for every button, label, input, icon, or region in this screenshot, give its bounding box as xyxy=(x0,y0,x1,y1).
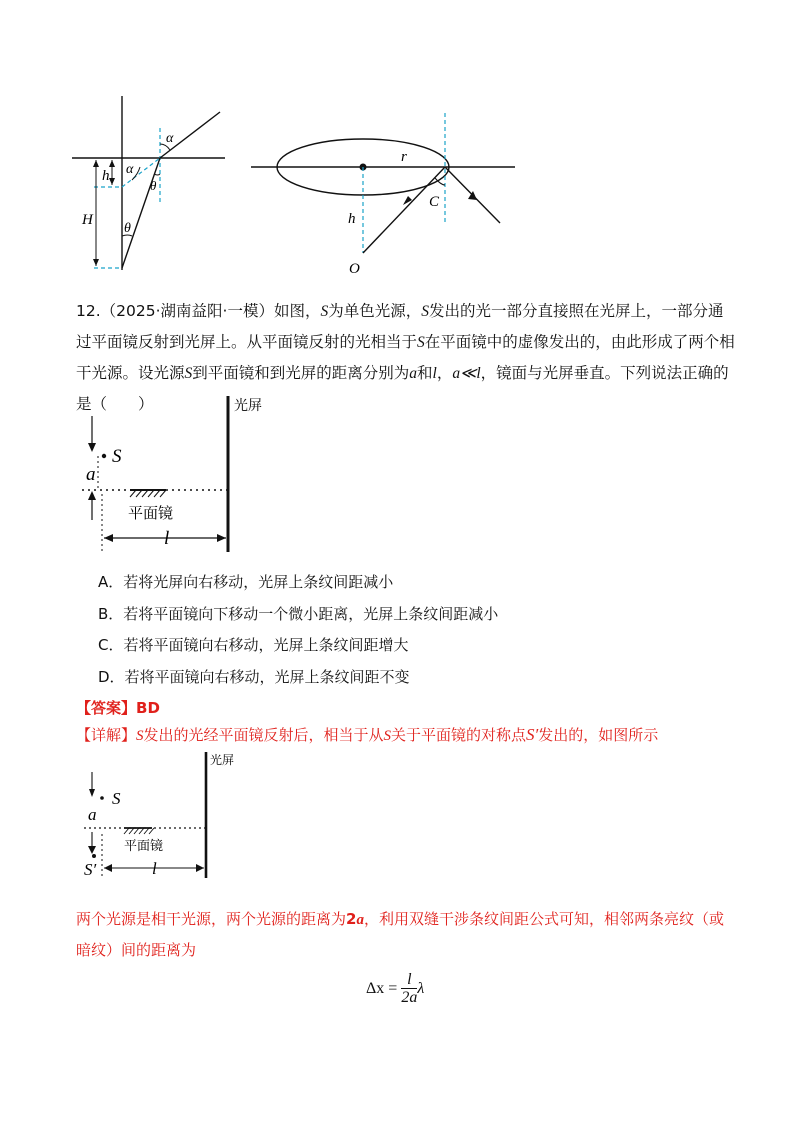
H-label: H xyxy=(82,212,93,228)
a-label: a xyxy=(88,805,97,824)
screen-label-top: 光屏 xyxy=(210,753,235,767)
answer-line xyxy=(76,697,160,718)
alpha-label-left: α xyxy=(126,162,134,177)
source-S-label: S xyxy=(112,446,122,467)
mirror-label: 平面镜 xyxy=(128,504,174,522)
O-label: O xyxy=(349,261,360,277)
l-label: l xyxy=(164,528,170,549)
detail-label: 【详解】 xyxy=(76,726,137,744)
theta-label-small: θ xyxy=(150,178,157,193)
formula-denominator: 2a xyxy=(401,989,418,1006)
source-S-label: S xyxy=(112,789,121,808)
h-label: h xyxy=(348,211,356,227)
figure-refraction-depth xyxy=(60,90,240,280)
image-source-S-prime-label: S′ xyxy=(84,860,97,879)
a-label: a xyxy=(86,464,96,485)
option-a[interactable]: A．若将光屏向右移动，光屏上条纹间距减小 xyxy=(98,573,394,591)
figure-ellipse-reflection xyxy=(245,105,530,285)
question-12-text: 12.（2025·湖南益阳·一模）如图，S为单色光源，S发出的光一部分直接照在光屏上，一部分通过平面镜反射到光屏上。从平面镜反射的光相当于S在平面镜中的虚像发出的，由此形成了两个相干光源。设光源S到平面镜和到光屏的距离分别为a和l，a≪l，镜面与光屏垂直。下列说法正确的是（ ） xyxy=(76,302,735,413)
figure-lloyd-mirror-image xyxy=(80,750,235,882)
formula-fraction xyxy=(401,972,417,1007)
formula-numerator: l xyxy=(401,972,417,989)
l-label: l xyxy=(152,859,157,878)
answer-value: BD xyxy=(136,699,160,717)
figure-lloyd-mirror xyxy=(78,394,262,556)
screen-label-top: 光屏 xyxy=(234,398,262,414)
detail-line: 【详解】S发出的光经平面镜反射后，相当于从S关于平面镜的对称点S′发出的，如图所示 xyxy=(76,725,659,744)
mirror-label: 平面镜 xyxy=(124,839,164,854)
option-c[interactable]: C．若将平面镜向右移动，光屏上条纹间距增大 xyxy=(98,636,409,654)
fringe-spacing-formula xyxy=(366,972,424,1007)
answer-label: 【答案】 xyxy=(76,699,137,717)
explanation-paragraph: 两个光源是相干光源，两个光源的距离为2a，利用双缝干涉条纹间距公式可知，相邻两条亮纹（或暗纹）间的距离为 xyxy=(76,910,724,959)
option-b[interactable]: B．若将平面镜向下移动一个微小距离，光屏上条纹间距减小 xyxy=(98,605,499,623)
C-label: C xyxy=(429,194,440,210)
formula-lhs: Δx = xyxy=(366,980,398,998)
option-d[interactable]: D．若将平面镜向右移动，光屏上条纹间距不变 xyxy=(98,668,410,686)
condition-a-much-less-l: a≪l xyxy=(452,365,481,382)
alpha-label-top: α xyxy=(166,131,174,146)
r-label: r xyxy=(401,149,407,165)
question-number: 12. xyxy=(76,302,101,320)
h-label: h xyxy=(102,168,110,184)
theta-label-big: θ xyxy=(124,221,131,236)
formula-lambda: λ xyxy=(417,980,425,998)
question-source: （2025·湖南益阳·一模） xyxy=(100,302,274,320)
